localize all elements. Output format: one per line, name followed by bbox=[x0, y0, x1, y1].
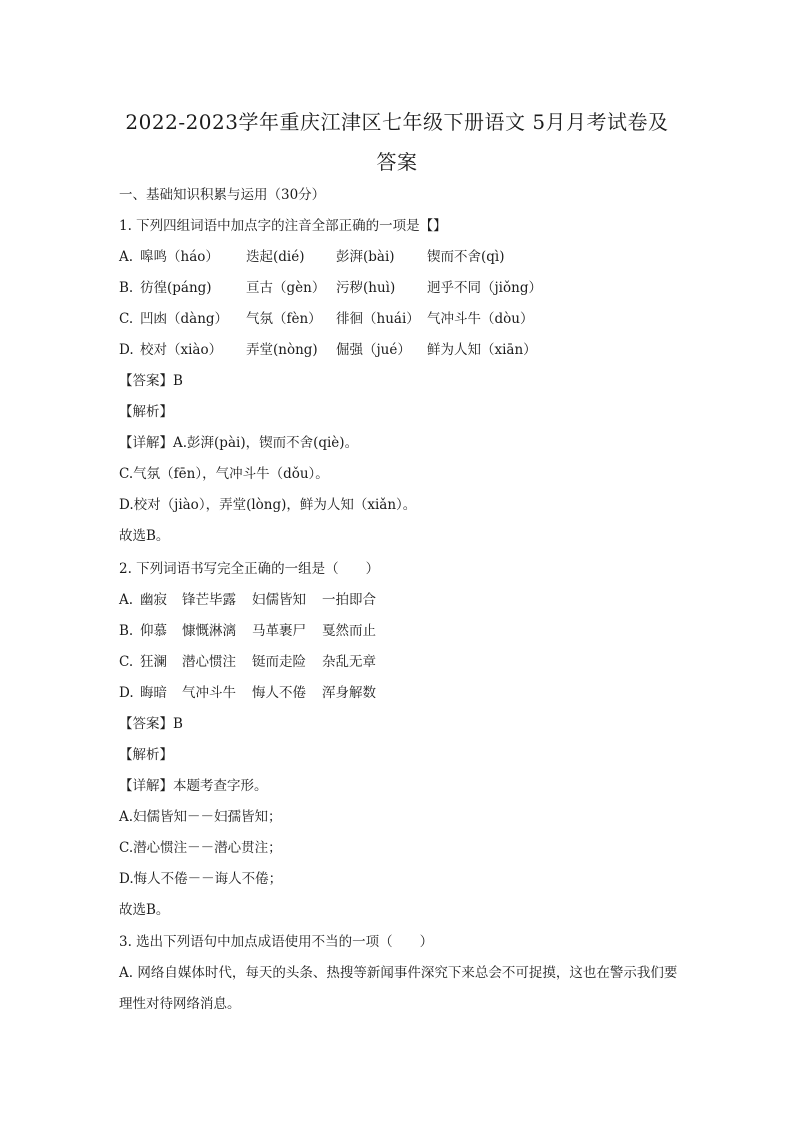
option-item: 彭湃(bài) bbox=[336, 249, 395, 265]
option-item: 凹凼（dàng） bbox=[140, 311, 229, 327]
option-item: 狂澜 bbox=[140, 654, 167, 670]
q2-analysis-line: 故选B。 bbox=[119, 902, 170, 918]
option-item: 迥乎不同（jiǒng） bbox=[427, 280, 542, 296]
option-item: 马革裹尸 bbox=[252, 623, 306, 639]
q1-option-b bbox=[119, 279, 679, 297]
q1-stem: 1. 下列四组词语中加点字的注音全部正确的一项是【】 bbox=[119, 218, 447, 234]
q1-option-a bbox=[119, 248, 679, 266]
option-item: 悔人不倦 bbox=[252, 685, 306, 701]
q1-option-d bbox=[119, 341, 679, 359]
option-label: B. bbox=[119, 280, 134, 296]
option-item: 弄堂(nòng) bbox=[246, 342, 318, 358]
q2-option-a bbox=[119, 591, 679, 609]
option-item: 戛然而止 bbox=[322, 623, 376, 639]
option-item: 气冲斗牛（dòu） bbox=[427, 311, 534, 327]
q1-analysis-line: 【详解】A.彭湃(pài)，锲而不舍(qiè)。 bbox=[119, 435, 359, 451]
option-item: 潜心惯注 bbox=[182, 654, 236, 670]
q2-option-c bbox=[119, 653, 679, 671]
title-line-2: 答案 bbox=[376, 150, 418, 174]
option-item: 锋芒毕露 bbox=[182, 592, 236, 608]
option-label: C. bbox=[119, 654, 134, 670]
option-item: 嗥鸣（háo） bbox=[140, 249, 219, 265]
q1-analysis-heading: 【解析】 bbox=[119, 404, 173, 420]
option-item: 晦暗 bbox=[140, 685, 167, 701]
option-label: D. bbox=[119, 685, 134, 701]
option-label: C. bbox=[119, 311, 134, 327]
option-item: 浑身解数 bbox=[322, 685, 376, 701]
option-item: 杂乱无章 bbox=[322, 654, 376, 670]
q2-analysis-line: A.妇儒皆知－－妇孺皆知； bbox=[119, 809, 282, 825]
title-line-1: 2022-2023学年重庆江津区七年级下册语文 5月月考试卷及 bbox=[125, 110, 669, 134]
option-item: 鲜为人知（xiān） bbox=[427, 342, 537, 358]
q2-analysis-line: 【详解】本题考查字形。 bbox=[119, 778, 268, 794]
option-item: 倔强（jué） bbox=[336, 342, 411, 358]
option-label: A. bbox=[119, 249, 134, 265]
q3-option-a: A. 网络自媒体时代，每天的头条、热搜等新闻事件深究下来总会不可捉摸，这也在警示我们要理性对待网络消息。 bbox=[119, 965, 678, 1012]
option-item: 锲而不舍(qì) bbox=[427, 249, 505, 265]
q1-analysis-line: C.气氛（fēn），气冲斗牛（dǒu）。 bbox=[119, 466, 329, 482]
option-item: 一拍即合 bbox=[322, 592, 376, 608]
option-item: 亘古（gèn） bbox=[246, 280, 326, 296]
q2-analysis-line: D.悔人不倦－－诲人不倦； bbox=[119, 871, 283, 887]
option-item: 幽寂 bbox=[140, 592, 167, 608]
document-title bbox=[100, 102, 694, 182]
q2-stem: 2. 下列词语书写完全正确的一组是（ ） bbox=[119, 561, 380, 577]
q1-analysis-line: D.校对（jiào），弄堂(lòng)，鲜为人知（xiǎn）。 bbox=[119, 497, 417, 513]
option-item: 气氛（fèn） bbox=[246, 311, 322, 327]
q2-option-d bbox=[119, 684, 679, 702]
q2-analysis-line: C.潜心惯注－－潜心贯注； bbox=[119, 840, 282, 856]
option-item: 仰慕 bbox=[140, 623, 167, 639]
option-item: 校对（xiào） bbox=[140, 342, 223, 358]
option-item: 徘徊（huái） bbox=[336, 311, 420, 327]
option-label: A. bbox=[119, 592, 134, 608]
option-item: 污秽(huì) bbox=[336, 280, 396, 296]
q1-answer: 【答案】B bbox=[119, 373, 183, 389]
q2-analysis-heading: 【解析】 bbox=[119, 747, 173, 763]
option-label: D. bbox=[119, 342, 134, 358]
option-item: 气冲斗牛 bbox=[182, 685, 236, 701]
option-label: B. bbox=[119, 623, 134, 639]
option-item: 迭起(dié) bbox=[246, 249, 305, 265]
q2-answer: 【答案】B bbox=[119, 716, 183, 732]
option-item: 彷徨(páng) bbox=[140, 280, 212, 296]
q1-analysis-line: 故选B。 bbox=[119, 528, 170, 544]
q3-stem: 3. 选出下列语句中加点成语使用不当的一项（ ） bbox=[119, 934, 434, 950]
section-heading: 一、基础知识积累与运用（30分） bbox=[119, 187, 326, 203]
option-item: 慷慨淋漓 bbox=[182, 623, 236, 639]
q2-option-b bbox=[119, 622, 679, 640]
q1-option-c bbox=[119, 310, 679, 328]
option-item: 妇儒皆知 bbox=[252, 592, 306, 608]
option-item: 铤而走险 bbox=[252, 654, 306, 670]
